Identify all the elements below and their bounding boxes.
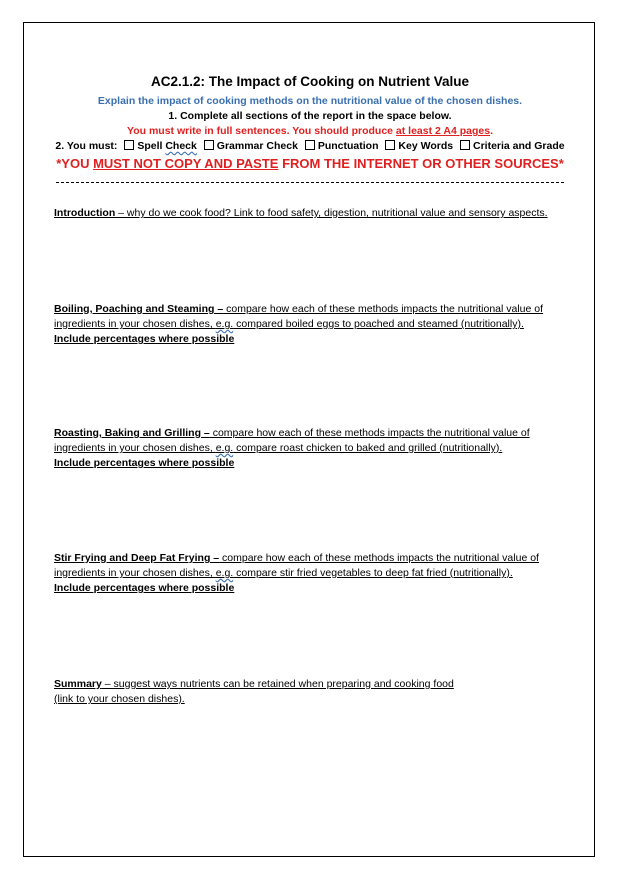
checkbox-punctuation[interactable] <box>305 140 315 150</box>
stirfrying-line-2 <box>54 566 574 581</box>
full-sentences-prefix: You must write in full sentences. You should produce <box>126 125 396 137</box>
roasting-heading: Roasting, Baking and Grilling – <box>54 427 210 439</box>
boiling-line-1 <box>54 302 574 317</box>
page-count-requirement: at least 2 A4 pages <box>395 125 491 137</box>
full-sentences-instruction <box>0 125 620 137</box>
warning-underlined: MUST NOT COPY AND PASTE <box>93 156 279 171</box>
roasting-line-1 <box>54 426 574 441</box>
stirfrying-heading: Stir Frying and Deep Fat Frying – <box>54 552 220 564</box>
summary-text-1: – suggest ways nutrients can be retained when preparing and cooking food <box>101 678 454 690</box>
summary-text-2: (link to your chosen dishes). <box>54 693 185 705</box>
roasting-line-2 <box>54 441 574 456</box>
checklist-row <box>0 140 620 152</box>
instruction-step-1: 1. Complete all sections of the report in the space below. <box>168 110 452 122</box>
warning-prefix: *YOU <box>56 156 94 171</box>
checklist-label-key-words: Key Words <box>398 140 454 152</box>
boiling-include-note: Include percentages where possible <box>54 333 235 345</box>
checklist-label-spell-check: Spell Check <box>137 140 197 152</box>
spell-check-squiggle: Check <box>165 140 197 152</box>
summary-line-1 <box>54 677 574 692</box>
section-introduction <box>54 206 574 221</box>
warning-suffix: FROM THE INTERNET OR OTHER SOURCES* <box>278 156 564 171</box>
roasting-eg: e.g. <box>215 442 234 454</box>
section-boiling <box>54 302 574 347</box>
boiling-text-2a: ingredients in your chosen dishes, <box>54 318 216 330</box>
summary-heading: Summary <box>54 678 102 690</box>
section-roasting <box>54 426 574 471</box>
roasting-text-1: compare how each of these methods impacts the nutritional value of <box>209 427 530 439</box>
stirfrying-include-note: Include percentages where possible <box>54 582 235 594</box>
boiling-heading: Boiling, Poaching and Steaming – <box>54 303 224 315</box>
boiling-eg: e.g. <box>215 318 234 330</box>
introduction-line <box>54 206 574 221</box>
boiling-line-2 <box>54 317 574 332</box>
checkbox-spell-check[interactable] <box>124 140 134 150</box>
roasting-include-note: Include percentages where possible <box>54 457 235 469</box>
stirfrying-text-1: compare how each of these methods impacts the nutritional value of <box>219 552 539 564</box>
checkbox-key-words[interactable] <box>385 140 395 150</box>
boiling-text-2b: compared boiled eggs to poached and steamed (nutritionally). <box>233 318 524 330</box>
page-title: AC2.1.2: The Impact of Cooking on Nutrient Value <box>150 74 470 89</box>
stirfrying-line-1 <box>54 551 574 566</box>
full-sentences-suffix: . <box>490 125 494 137</box>
roasting-text-2a: ingredients in your chosen dishes, <box>54 442 216 454</box>
checklist-prefix: 2. You must: <box>55 140 118 152</box>
stirfrying-text-2b: compare stir fried vegetables to deep fat fried (nutritionally). <box>233 567 513 579</box>
roasting-text-2b: compare roast chicken to baked and grilled (nutritionally). <box>233 442 503 454</box>
checklist-label-punctuation: Punctuation <box>317 140 379 152</box>
copy-paste-warning <box>0 156 620 171</box>
introduction-heading: Introduction <box>54 207 116 219</box>
stirfrying-eg: e.g. <box>215 567 234 579</box>
section-summary <box>54 677 574 707</box>
checklist-label-criteria-grade: Criteria and Grade <box>473 140 565 152</box>
checkbox-criteria-grade[interactable] <box>460 140 470 150</box>
section-stir-frying <box>54 551 574 596</box>
introduction-text: – why do we cook food? Link to food safety, digestion, nutritional value and sensory aspects. <box>115 207 548 219</box>
boiling-text-1: compare how each of these methods impacts the nutritional value of <box>223 303 544 315</box>
dashed-divider <box>56 182 564 183</box>
page-subtitle: Explain the impact of cooking methods on the nutritional value of the chosen dishes. <box>97 95 523 107</box>
stirfrying-text-2a: ingredients in your chosen dishes, <box>54 567 216 579</box>
checkbox-grammar-check[interactable] <box>204 140 214 150</box>
checklist-label-grammar-check: Grammar Check <box>216 140 298 152</box>
